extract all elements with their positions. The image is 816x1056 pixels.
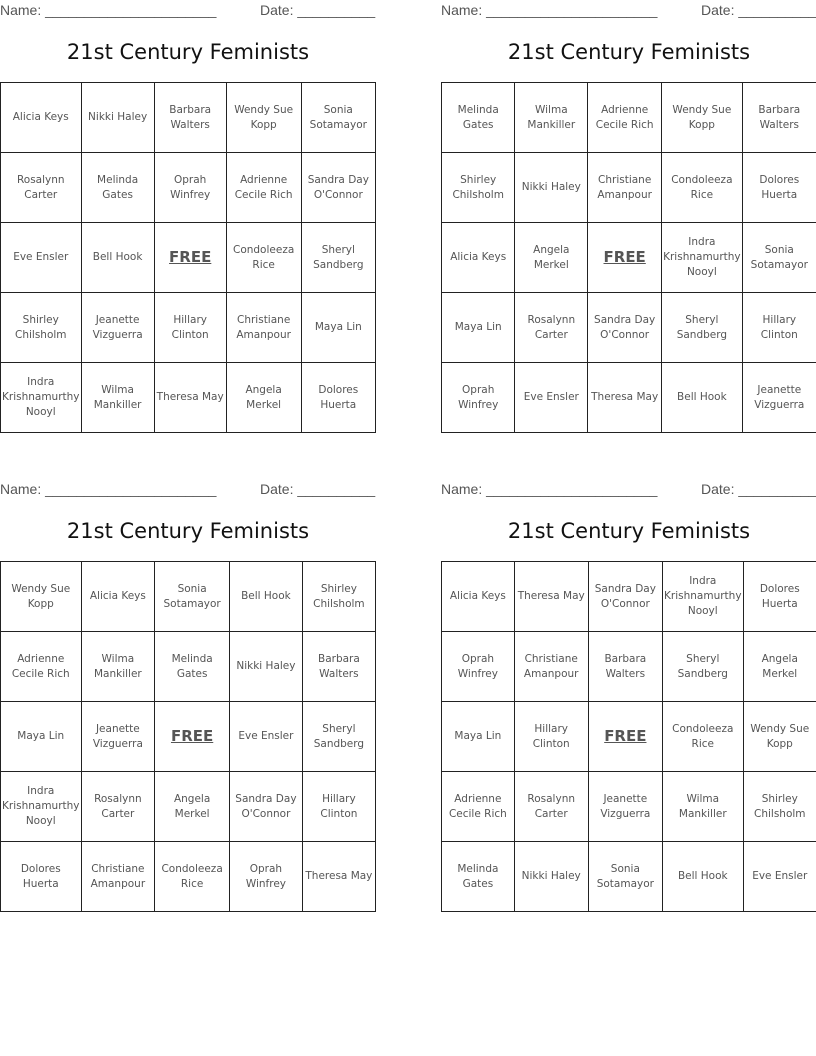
- grid-cell: Angela Merkel: [743, 632, 816, 702]
- grid-cell: Melinda Gates: [442, 83, 515, 153]
- grid-cell: Christiane Amanpour: [588, 153, 662, 223]
- grid-cell: Barbara Walters: [302, 632, 375, 702]
- card-title: 21st Century Feminists: [507, 40, 751, 64]
- grid-cell: Wendy Sue Kopp: [226, 83, 301, 153]
- card-title: 21st Century Feminists: [66, 519, 310, 543]
- name-date-line: [441, 481, 816, 499]
- grid-row: [442, 772, 816, 842]
- grid-row: [1, 702, 376, 772]
- grid-cell: Christiane Amanpour: [226, 293, 301, 363]
- grid-cell: Shirley Chilsholm: [302, 562, 375, 632]
- grid-cell: Eve Ensler: [230, 702, 303, 772]
- grid-cell: Condoleeza Rice: [662, 153, 743, 223]
- grid-cell: Indra Krishnamurthy Nooyl: [662, 223, 743, 293]
- grid-cell: Wendy Sue Kopp: [743, 702, 816, 772]
- grid-cell: Alicia Keys: [1, 83, 82, 153]
- grid-cell: Christiane Amanpour: [514, 632, 588, 702]
- grid-row: [1, 153, 376, 223]
- grid-cell: Rosalynn Carter: [514, 772, 588, 842]
- grid-cell: Angela Merkel: [155, 772, 230, 842]
- grid-cell: Eve Ensler: [1, 223, 82, 293]
- grid-row: [442, 223, 816, 293]
- grid-row: [1, 293, 376, 363]
- free-space: FREE: [588, 702, 662, 772]
- card-title: 21st Century Feminists: [507, 519, 751, 543]
- grid-cell: Barbara Walters: [154, 83, 226, 153]
- grid-cell: Angela Merkel: [226, 363, 301, 433]
- grid-cell: Melinda Gates: [81, 153, 154, 223]
- grid-cell: Sheryl Sandberg: [302, 702, 375, 772]
- grid-cell: Bell Hook: [663, 842, 744, 912]
- grid-row: [442, 702, 816, 772]
- grid-row: [442, 842, 816, 912]
- name-field-label: Name: ______________________: [441, 481, 658, 497]
- grid-cell: Wendy Sue Kopp: [662, 83, 743, 153]
- bingo-grid: [0, 82, 376, 433]
- grid-cell: Condoleeza Rice: [155, 842, 230, 912]
- grid-cell: Sandra Day O'Connor: [588, 562, 662, 632]
- name-field-label: Name: ______________________: [441, 2, 658, 18]
- grid-cell: Dolores Huerta: [301, 363, 375, 433]
- date-field-label: Date: __________: [701, 2, 816, 18]
- grid-cell: Hillary Clinton: [154, 293, 226, 363]
- grid-cell: Oprah Winfrey: [442, 363, 515, 433]
- grid-cell: Hillary Clinton: [742, 293, 816, 363]
- grid-row: [1, 772, 376, 842]
- grid-cell: Alicia Keys: [81, 562, 155, 632]
- grid-cell: Rosalynn Carter: [81, 772, 155, 842]
- free-space: FREE: [155, 702, 230, 772]
- grid-cell: Theresa May: [514, 562, 588, 632]
- free-space: FREE: [154, 223, 226, 293]
- grid-cell: Oprah Winfrey: [230, 842, 303, 912]
- grid-cell: Bell Hook: [81, 223, 154, 293]
- grid-cell: Sonia Sotamayor: [742, 223, 816, 293]
- grid-cell: Adrienne Cecile Rich: [588, 83, 662, 153]
- grid-row: [1, 632, 376, 702]
- grid-row: [442, 153, 816, 223]
- bingo-card-1: [0, 0, 376, 440]
- grid-cell: Wendy Sue Kopp: [1, 562, 82, 632]
- grid-cell: Adrienne Cecile Rich: [226, 153, 301, 223]
- grid-cell: Barbara Walters: [742, 83, 816, 153]
- name-date-line: [0, 2, 376, 20]
- grid-cell: Shirley Chilsholm: [1, 293, 82, 363]
- grid-cell: Eve Ensler: [743, 842, 816, 912]
- grid-cell: Maya Lin: [301, 293, 375, 363]
- grid-row: [442, 293, 816, 363]
- grid-cell: Theresa May: [154, 363, 226, 433]
- bingo-card-3: [0, 479, 376, 919]
- grid-cell: Alicia Keys: [442, 223, 515, 293]
- grid-cell: Nikki Haley: [515, 153, 588, 223]
- grid-cell: Oprah Winfrey: [442, 632, 515, 702]
- date-field-label: Date: __________: [701, 481, 816, 497]
- grid-cell: Wilma Mankiller: [663, 772, 744, 842]
- grid-cell: Barbara Walters: [588, 632, 662, 702]
- grid-cell: Wilma Mankiller: [515, 83, 588, 153]
- grid-cell: Rosalynn Carter: [515, 293, 588, 363]
- grid-cell: Condoleeza Rice: [663, 702, 744, 772]
- name-field-label: Name: ______________________: [0, 481, 217, 497]
- free-space: FREE: [588, 223, 662, 293]
- grid-cell: Angela Merkel: [515, 223, 588, 293]
- grid-cell: Indra Krishnamurthy Nooyl: [1, 363, 82, 433]
- grid-cell: Sonia Sotamayor: [155, 562, 230, 632]
- grid-cell: Jeanette Vizguerra: [588, 772, 662, 842]
- grid-cell: Sonia Sotamayor: [588, 842, 662, 912]
- grid-row: [442, 83, 816, 153]
- grid-cell: Sheryl Sandberg: [301, 223, 375, 293]
- grid-cell: Melinda Gates: [442, 842, 515, 912]
- grid-cell: Eve Ensler: [515, 363, 588, 433]
- name-field-label: Name: ______________________: [0, 2, 217, 18]
- grid-cell: Shirley Chilsholm: [743, 772, 816, 842]
- name-date-line: [0, 481, 376, 499]
- grid-cell: Christiane Amanpour: [81, 842, 155, 912]
- grid-cell: Theresa May: [588, 363, 662, 433]
- grid-cell: Maya Lin: [442, 702, 515, 772]
- grid-cell: Rosalynn Carter: [1, 153, 82, 223]
- grid-cell: Sandra Day O'Connor: [588, 293, 662, 363]
- grid-row: [1, 562, 376, 632]
- name-date-line: [441, 2, 816, 20]
- grid-cell: Alicia Keys: [442, 562, 515, 632]
- grid-row: [1, 363, 376, 433]
- grid-row: [1, 83, 376, 153]
- date-field-label: Date: __________: [260, 2, 376, 18]
- grid-cell: Jeanette Vizguerra: [81, 702, 155, 772]
- grid-cell: Jeanette Vizguerra: [81, 293, 154, 363]
- bingo-grid: [0, 561, 376, 912]
- grid-cell: Sheryl Sandberg: [663, 632, 744, 702]
- grid-row: [442, 632, 816, 702]
- grid-cell: Wilma Mankiller: [81, 632, 155, 702]
- grid-row: [442, 562, 816, 632]
- grid-cell: Dolores Huerta: [742, 153, 816, 223]
- grid-cell: Sandra Day O'Connor: [230, 772, 303, 842]
- grid-cell: Maya Lin: [1, 702, 82, 772]
- bingo-grid: [441, 561, 816, 912]
- grid-cell: Theresa May: [302, 842, 375, 912]
- bingo-card-4: [441, 479, 816, 919]
- grid-cell: Jeanette Vizguerra: [742, 363, 816, 433]
- date-field-label: Date: __________: [260, 481, 376, 497]
- grid-cell: Bell Hook: [662, 363, 743, 433]
- grid-cell: Maya Lin: [442, 293, 515, 363]
- grid-cell: Adrienne Cecile Rich: [442, 772, 515, 842]
- grid-row: [1, 842, 376, 912]
- grid-cell: Dolores Huerta: [1, 842, 82, 912]
- grid-cell: Hillary Clinton: [302, 772, 375, 842]
- card-title: 21st Century Feminists: [66, 40, 310, 64]
- grid-cell: Indra Krishnamurthy Nooyl: [1, 772, 82, 842]
- grid-cell: Nikki Haley: [230, 632, 303, 702]
- grid-cell: Wilma Mankiller: [81, 363, 154, 433]
- grid-cell: Nikki Haley: [81, 83, 154, 153]
- grid-cell: Melinda Gates: [155, 632, 230, 702]
- grid-cell: Nikki Haley: [514, 842, 588, 912]
- grid-cell: Shirley Chilsholm: [442, 153, 515, 223]
- grid-cell: Sonia Sotamayor: [301, 83, 375, 153]
- grid-cell: Sheryl Sandberg: [662, 293, 743, 363]
- grid-cell: Sandra Day O'Connor: [301, 153, 375, 223]
- grid-cell: Condoleeza Rice: [226, 223, 301, 293]
- grid-row: [442, 363, 816, 433]
- grid-cell: Adrienne Cecile Rich: [1, 632, 82, 702]
- grid-cell: Indra Krishnamurthy Nooyl: [663, 562, 744, 632]
- grid-row: [1, 223, 376, 293]
- grid-cell: Dolores Huerta: [743, 562, 816, 632]
- grid-cell: Oprah Winfrey: [154, 153, 226, 223]
- grid-cell: Bell Hook: [230, 562, 303, 632]
- bingo-grid: [441, 82, 816, 433]
- bingo-card-2: [441, 0, 816, 440]
- grid-cell: Hillary Clinton: [514, 702, 588, 772]
